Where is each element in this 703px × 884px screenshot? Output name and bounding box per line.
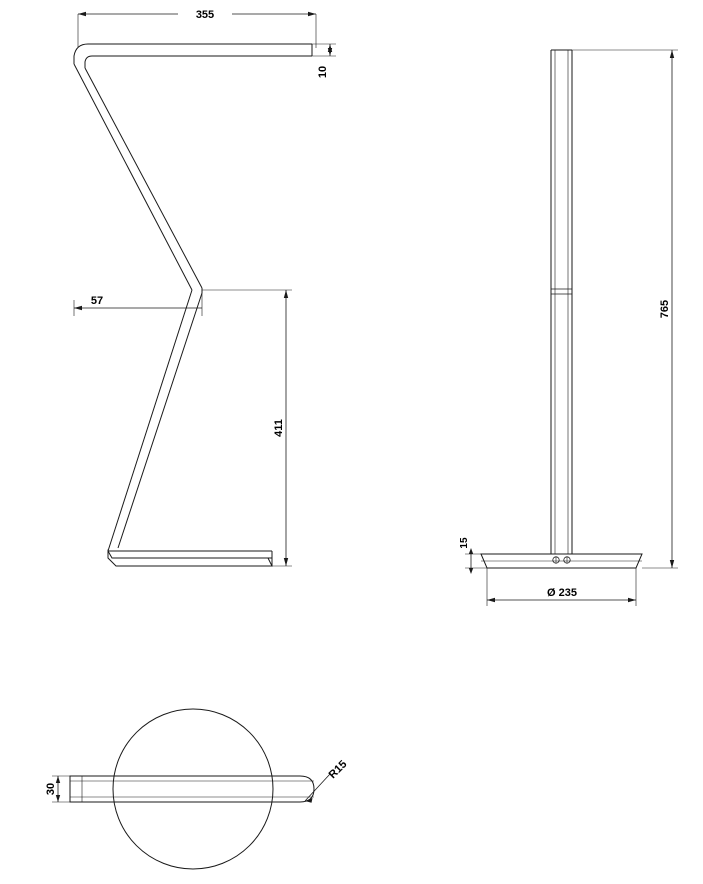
top-base-circle bbox=[113, 709, 273, 869]
dimension-10 bbox=[312, 44, 336, 78]
top-plan-view bbox=[45, 709, 349, 869]
front-column bbox=[551, 50, 572, 554]
side-profile-outline bbox=[74, 44, 312, 566]
dimension-label-10: 10 bbox=[317, 65, 329, 79]
dimension-label-diameter-235: Ø 235 bbox=[547, 587, 577, 599]
dimension-label-30: 30 bbox=[45, 782, 57, 796]
front-base-plate bbox=[481, 554, 642, 568]
dimension-label-411: 411 bbox=[273, 419, 285, 437]
side-elevation-view bbox=[74, 9, 336, 566]
dimension-355 bbox=[78, 9, 316, 48]
dimension-label-765: 765 bbox=[659, 299, 671, 319]
dimension-30 bbox=[45, 776, 72, 802]
dimension-diameter-235 bbox=[487, 568, 636, 606]
dimension-label-15: 15 bbox=[459, 537, 470, 549]
dimension-765 bbox=[572, 50, 678, 568]
dimension-label-355: 355 bbox=[195, 9, 215, 21]
dimension-411 bbox=[202, 290, 292, 566]
dimension-57 bbox=[74, 290, 202, 316]
front-elevation-view bbox=[459, 50, 678, 606]
top-bar bbox=[70, 776, 314, 802]
dimension-label-radius-15: R15 bbox=[326, 758, 350, 782]
dimension-label-57: 57 bbox=[90, 295, 104, 307]
dimension-15 bbox=[459, 537, 487, 574]
